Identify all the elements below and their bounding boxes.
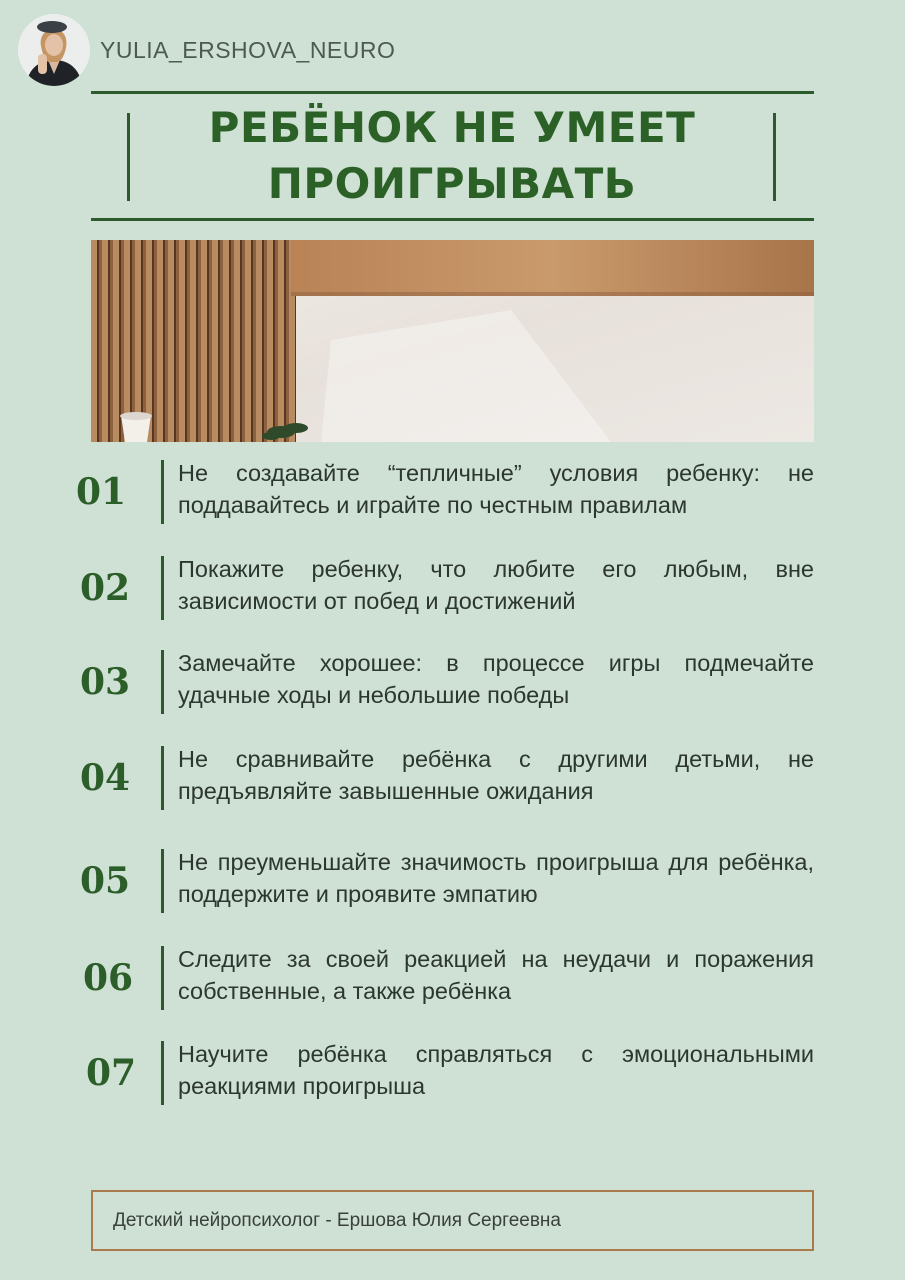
item-divider <box>161 460 164 524</box>
title-line-1: РЕБЁНОК НЕ УМЕЕТ <box>208 103 696 152</box>
list-item <box>0 1041 905 1105</box>
list-item <box>0 460 905 524</box>
author-credit: Детский нейропсихолог - Ершова Юлия Сергеевна <box>113 1210 561 1231</box>
item-number: 04 <box>79 757 131 799</box>
interior-photo <box>91 240 814 442</box>
item-text: Научите ребёнка справляться с эмоциональными реакциями проигрыша <box>178 1041 814 1099</box>
item-divider <box>161 746 164 810</box>
item-text: Следите за своей реакцией на неудачи и поражения собственные, а также ребёнка <box>178 946 814 1004</box>
title-line-2: ПРОИГРЫВАТЬ <box>267 159 637 208</box>
item-number: 02 <box>79 567 131 609</box>
profile-header <box>18 8 395 92</box>
list-item <box>0 746 905 810</box>
item-text: Не создавайте “тепличные” условия ребенку: не поддавайтесь и играйте по честным правилам <box>178 460 814 518</box>
item-number: 05 <box>79 860 131 902</box>
item-divider <box>161 556 164 620</box>
list-item <box>0 849 905 913</box>
item-divider <box>161 946 164 1010</box>
title-top-rule <box>91 91 814 94</box>
avatar[interactable] <box>18 14 90 86</box>
list-item <box>0 650 905 714</box>
item-text: Не сравнивайте ребёнка с другими детьми, не предъявляйте завышенные ожидания <box>178 746 814 804</box>
item-number: 01 <box>75 471 127 513</box>
item-divider <box>161 650 164 714</box>
account-handle: YULIA_ERSHOVA_NEURO <box>100 36 396 63</box>
list-item <box>0 556 905 620</box>
item-number: 03 <box>79 661 131 703</box>
item-text: Покажите ребенку, что любите его любым, вне зависимости от побед и достижений <box>178 556 814 614</box>
item-text: Не преуменьшайте значимость проигрыша для ребёнка, поддержите и проявите эмпатию <box>178 849 814 907</box>
item-number: 06 <box>82 957 134 999</box>
item-divider <box>161 849 164 913</box>
author-footer <box>91 1190 814 1251</box>
title-bottom-rule <box>91 218 814 221</box>
item-text: Замечайте хорошее: в процессе игры подмечайте удачные ходы и небольшие победы <box>178 650 814 708</box>
page-title <box>130 100 774 212</box>
item-number: 07 <box>85 1052 137 1094</box>
list-item <box>0 946 905 1010</box>
item-divider <box>161 1041 164 1105</box>
